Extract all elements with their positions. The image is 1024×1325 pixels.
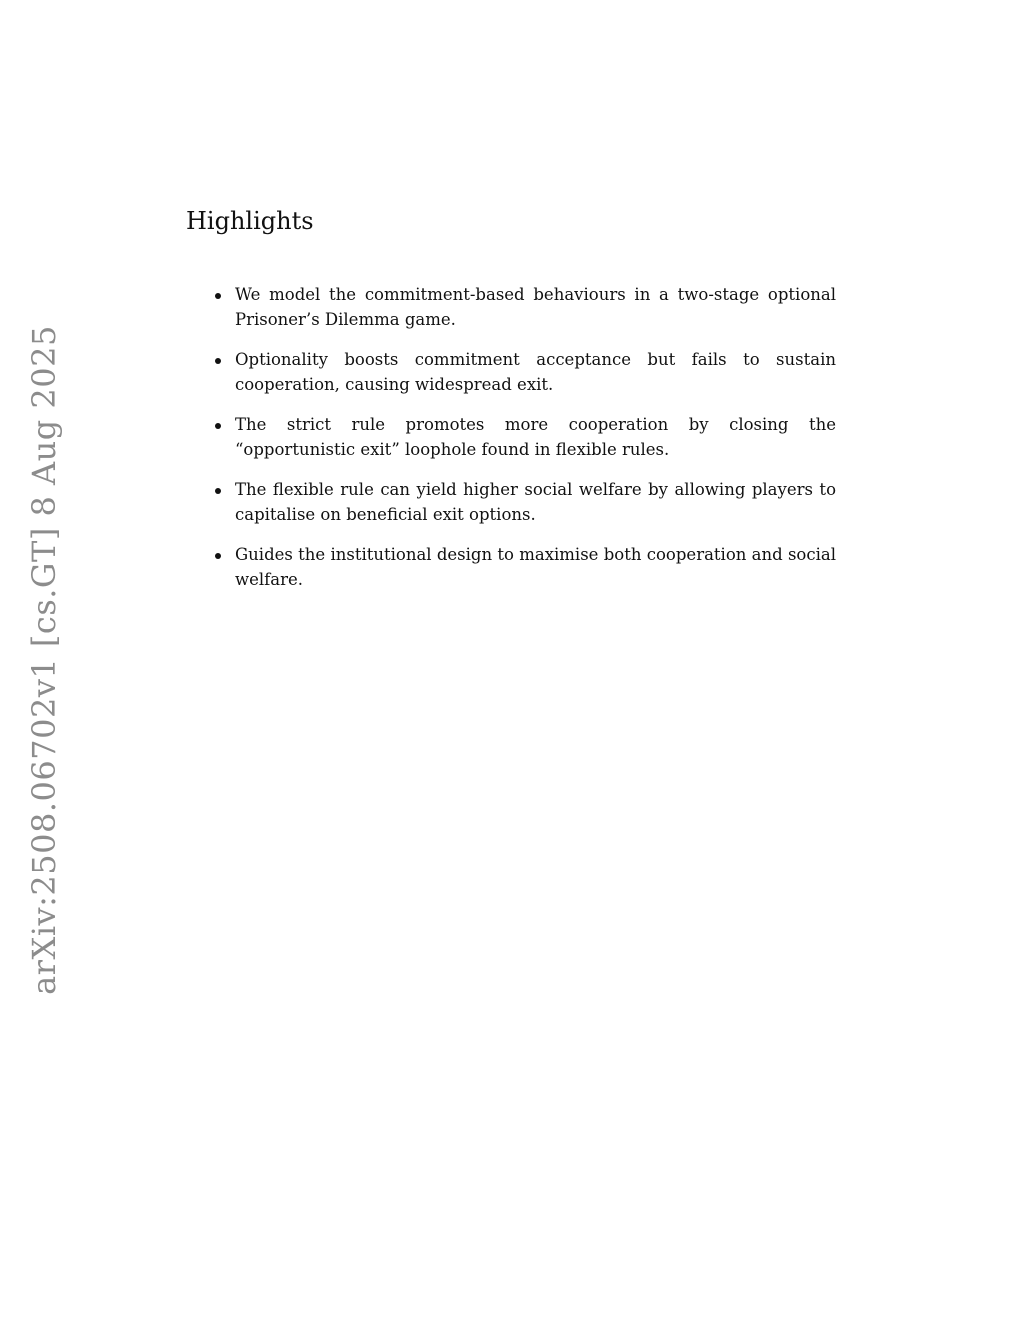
bullet-icon [215,293,221,299]
highlight-text: Optionality boosts commitment acceptance but fails to sustain cooperation, causing widespread exit. [235,350,836,394]
highlight-text: Guides the institutional design to maximise both cooperation and social welfare. [235,545,836,589]
bullet-icon [215,488,221,494]
page-title: Highlights [186,207,314,235]
bullet-icon [215,553,221,559]
highlight-item [215,283,836,332]
highlight-item [215,543,836,592]
arxiv-identifier: arXiv:2508.06702v1 [cs.GT] 8 Aug 2025 [25,325,63,995]
bullet-icon [215,358,221,364]
highlight-text: The strict rule promotes more cooperation by closing the “opportunistic exit” loophole found in flexible rules. [235,415,836,459]
bullet-icon [215,423,221,429]
highlight-text: The flexible rule can yield higher social welfare by allowing players to capitalise on beneficial exit options. [235,480,836,524]
highlight-item [215,348,836,397]
highlight-item [215,478,836,527]
highlight-item [215,413,836,462]
highlight-text: We model the commitment-based behaviours in a two-stage optional Prisoner’s Dilemma game. [235,285,836,329]
highlights-list [215,283,836,608]
